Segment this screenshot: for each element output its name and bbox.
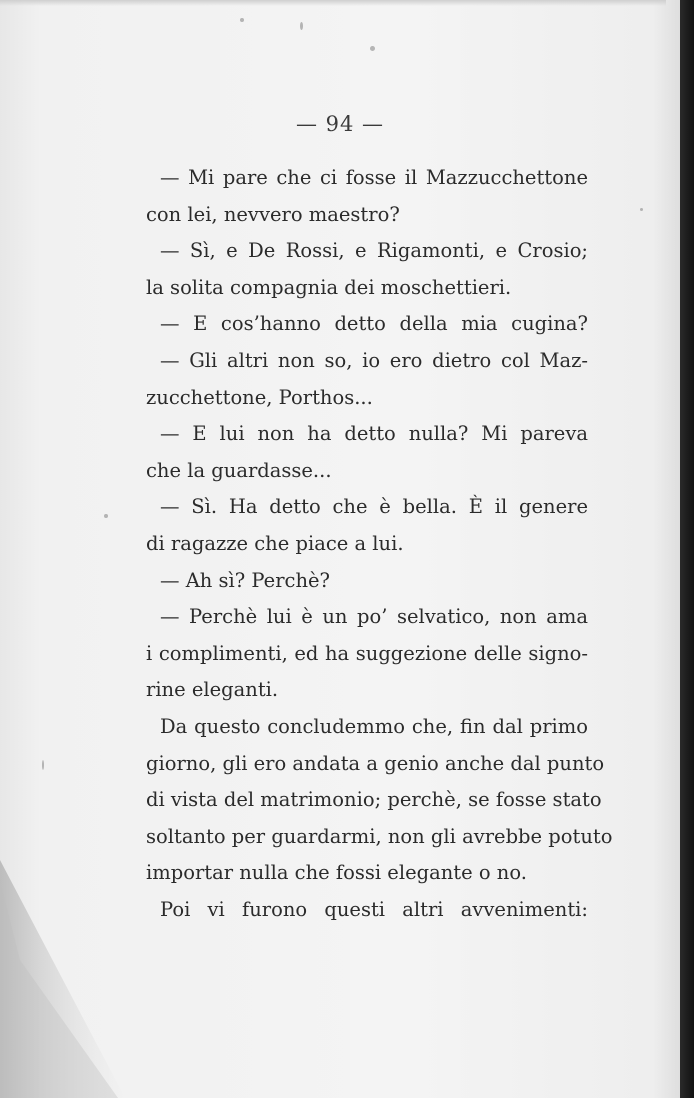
text-line: di ragazze che piace a lui. (146, 531, 404, 555)
page-top-edge (0, 0, 666, 6)
page-fold-shadow (0, 0, 130, 1098)
text-line: — Mi pare che ci fosse il Mazzucchettone (160, 166, 588, 189)
text-line: giorno, gli ero andata a genio anche dal punto (146, 751, 605, 775)
paper-speck (240, 18, 244, 22)
text-line: Poi vi furono questi altri avvenimenti: (160, 897, 588, 921)
text-line: con lei, nevvero maestro? (146, 202, 400, 226)
text-line: importar nulla che fossi elegante o no. (146, 861, 527, 885)
paper-speck (42, 760, 44, 770)
paper-speck (640, 208, 643, 211)
text-line: la solita compagnia dei moschettieri. (146, 275, 512, 299)
text-line: — Ah sì? Perchè? (160, 568, 331, 592)
text-line: — Sì. Ha detto che è bella. È il genere (160, 495, 588, 519)
paper-speck (104, 514, 108, 518)
text-line: Da questo concludemmo che, fin dal primo (160, 714, 588, 738)
text-line: soltanto per guardarmi, non gli avrebbe potuto (146, 824, 613, 848)
text-line: di vista del matrimonio; perchè, se fosse stato (146, 788, 602, 812)
text-line: — E lui non ha detto nulla? Mi pareva (160, 422, 588, 446)
paper-speck (300, 22, 303, 30)
text-line: rine eleganti. (146, 678, 279, 702)
text-line: — Perchè lui è un po’ selvatico, non ama (160, 605, 588, 629)
text-line: — Sì, e De Rossi, e Rigamonti, e Crosio; (160, 239, 588, 263)
text-line: — Gli altri non so, io ero dietro col Maz- (160, 348, 588, 372)
body-text (146, 160, 613, 928)
page-number: — 94 — (295, 112, 385, 136)
text-line: i complimenti, ed ha suggezione delle signo- (146, 641, 588, 665)
text-line: — E cos’hanno detto della mia cugina? (160, 312, 588, 336)
book-binding-edge (680, 0, 694, 1098)
paper-speck (370, 46, 375, 51)
text-line: che la guardasse... (146, 458, 332, 482)
text-line: zucchettone, Porthos... (146, 385, 373, 409)
